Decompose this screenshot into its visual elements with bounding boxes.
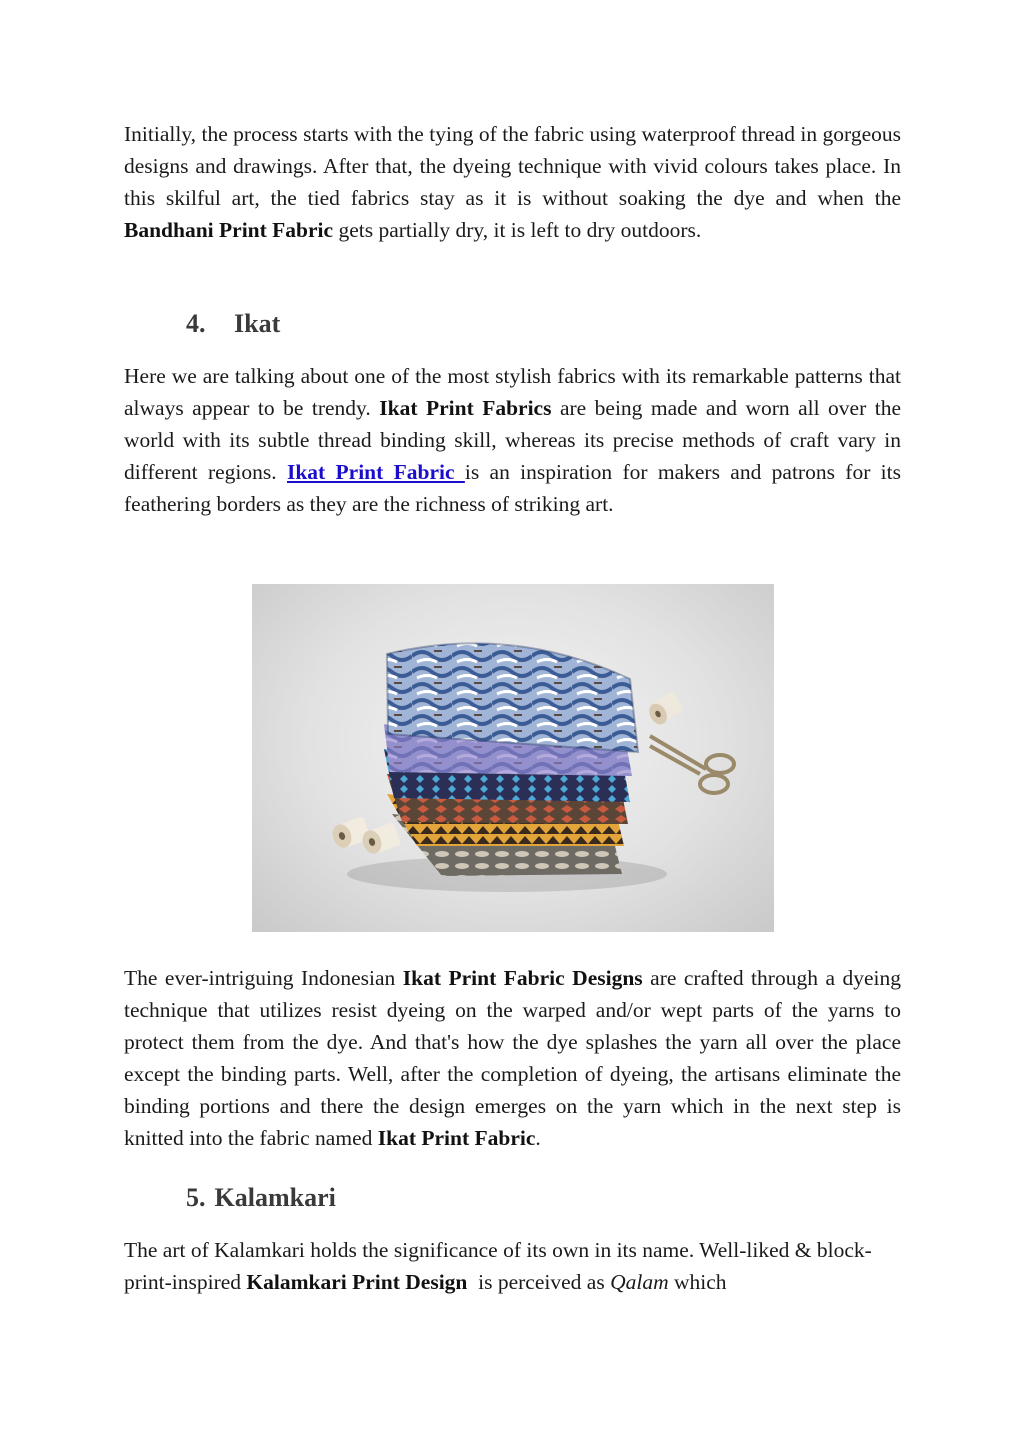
scissors bbox=[650, 736, 734, 793]
spool-right bbox=[646, 691, 684, 728]
paragraph-text: . bbox=[535, 1126, 541, 1150]
kalamkari-paragraph bbox=[124, 1234, 901, 1298]
bold-term: Ikat Print Fabric bbox=[377, 1126, 536, 1150]
bold-term: Kalamkari Print Design bbox=[246, 1270, 468, 1294]
section-heading-kalamkari bbox=[186, 1182, 336, 1214]
ikat-fabric-photo bbox=[252, 584, 774, 932]
bold-term: Ikat Print Fabric Designs bbox=[402, 966, 643, 990]
paragraph-text: is perceived as bbox=[467, 1270, 611, 1294]
bandhani-paragraph bbox=[124, 118, 901, 246]
paragraph-text: The ever-intriguing Indonesian bbox=[124, 966, 403, 990]
paragraph-text: The art of Kalamkari holds the significance of its own in its name. Well-liked & block-print-inspired bbox=[124, 1238, 872, 1294]
heading-number: 4. bbox=[186, 309, 206, 338]
ikat-print-fabric-link[interactable]: Ikat Print Fabric bbox=[286, 460, 465, 484]
section-heading-ikat bbox=[186, 308, 280, 340]
italic-term: Qalam bbox=[610, 1270, 669, 1294]
ikat-intro-paragraph bbox=[124, 360, 901, 520]
heading-number: 5. bbox=[186, 1183, 206, 1212]
bold-term: Ikat Print Fabrics bbox=[379, 396, 552, 420]
paragraph-text: Initially, the process starts with the tying of the fabric using waterproof thread in gorgeous designs and drawings. After that, the dyeing technique with vivid colours takes place. In this skilful art, the tied fabrics stay as it is without soaking the dye and when the bbox=[124, 122, 901, 210]
spools-left bbox=[329, 816, 401, 856]
paragraph-text: is an inspiration for makers and patrons for its feathering borders as they are the richness of striking art. bbox=[124, 460, 901, 516]
fabric-stack-illustration bbox=[252, 584, 774, 932]
bold-term: Bandhani Print Fabric bbox=[124, 218, 334, 242]
paragraph-text: Here we are talking about one of the most stylish fabrics with its remarkable patterns that always appear to be trendy. bbox=[124, 364, 901, 420]
paragraph-text: are crafted through a dyeing technique that utilizes resist dyeing on the warped and/or wept parts of the yarns to protect them from the dye. And that's how the dye splashes the yarn all over the place except the binding parts. Well, after the completion of dyeing, the artisans eliminate the binding portions and there the design emerges on the yarn which in the next step is knitted into the fabric named bbox=[124, 966, 901, 1150]
heading-title: Kalamkari bbox=[214, 1183, 336, 1212]
paragraph-text: are being made and worn all over the world with its subtle thread binding skill, whereas its precise methods of craft vary in different regions. bbox=[124, 396, 901, 484]
paragraph-text: which bbox=[668, 1270, 727, 1294]
ikat-designs-paragraph bbox=[124, 962, 901, 1154]
heading-title: Ikat bbox=[234, 309, 281, 338]
paragraph-text: gets partially dry, it is left to dry outdoors. bbox=[333, 218, 702, 242]
